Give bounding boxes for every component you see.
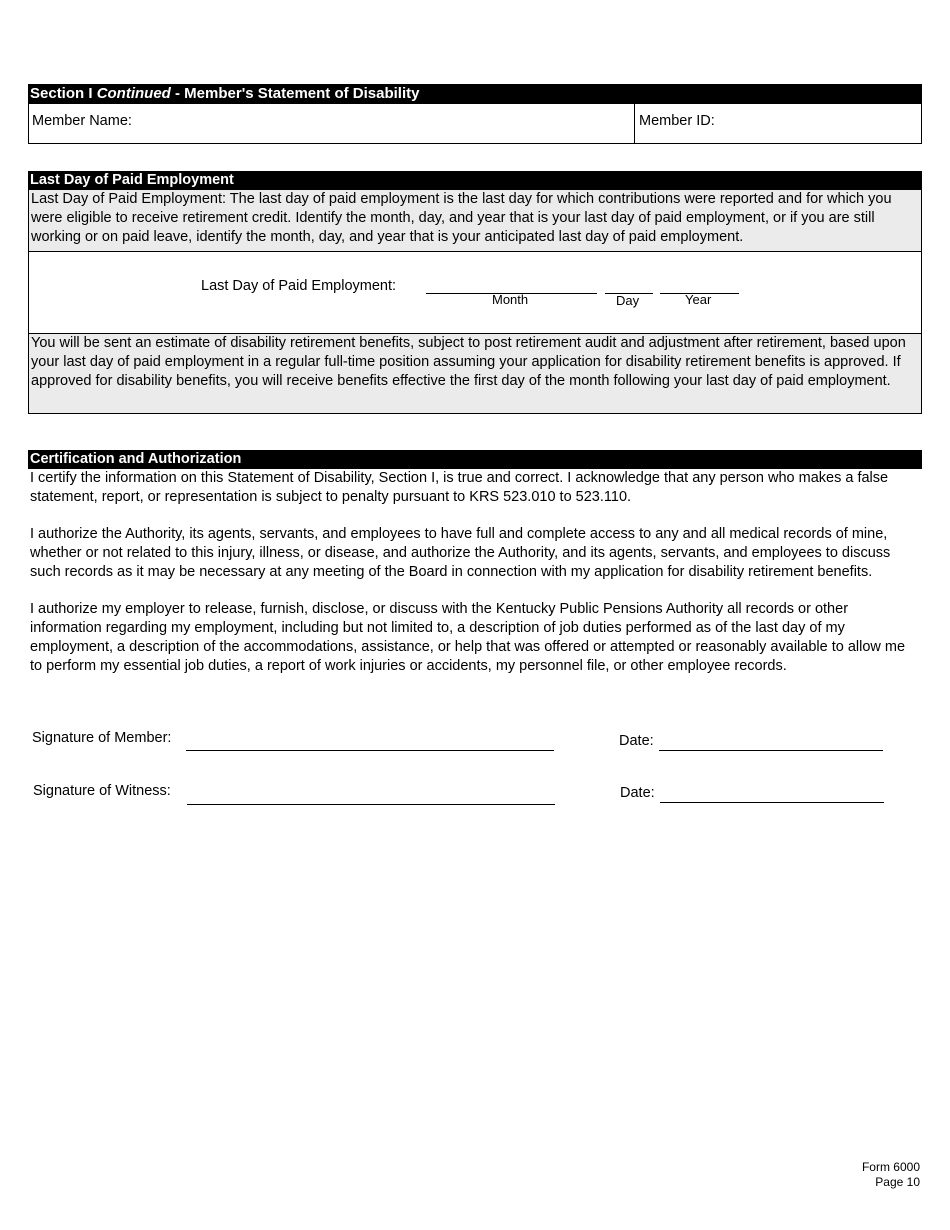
- member-name-label: Member Name:: [32, 113, 132, 129]
- page-footer: [862, 1160, 920, 1190]
- member-signature-line[interactable]: [186, 750, 554, 751]
- member-id-label: Member ID:: [639, 113, 715, 129]
- member-id-field[interactable]: [635, 104, 921, 143]
- certification-paragraph-1: I certify the information on this Statement of Disability, Section I, is true and correct. I acknowledge that any person who makes a false statement, report, or representation is subject to penalty pursuant to KRS 523.010 to 523.110.: [30, 470, 889, 505]
- section1-header: [28, 84, 922, 104]
- member-signature-label: Signature of Member:: [32, 730, 172, 746]
- section1-title-part2: - Member's Statement of Disability: [170, 85, 420, 102]
- member-date-label: Date:: [619, 733, 654, 749]
- witness-date-line[interactable]: [660, 802, 884, 803]
- member-name-field[interactable]: [29, 104, 635, 143]
- certification-header: Certification and Authorization: [28, 450, 922, 469]
- certification-paragraph-2: I authorize the Authority, its agents, servants, and employees to have full and complete access to any and all medical records of mine, whether or not related to this injury, illness, or disease, and authorize the Authority, and its agents, servants, and employees to discuss such records as it may be necessary at any meeting of the Board in connection with my application for disability retirement benefits.: [30, 526, 891, 580]
- last-day-description: Last Day of Paid Employment: The last day of paid employment is the last day for which contributions were reported and for which you were eligible to receive retirement credit. Identify the month, day, and year that is your last day of paid employment, or if you are still working or on paid leave, identify the month, day, and year that is your anticipated last day of paid employment.: [28, 190, 922, 252]
- form-number: Form 6000: [861, 1160, 920, 1174]
- witness-signature-line[interactable]: [187, 804, 555, 805]
- benefits-note: You will be sent an estimate of disability retirement benefits, subject to post retirement audit and adjustment after retirement, based upon your last day of paid employment in a regular full-time position assuming your application for disability retirement benefits is approved. If approved for disability benefits, you will receive benefits effective the first day of the month following your last day of paid employment.: [28, 334, 922, 414]
- day-caption: Day: [616, 293, 640, 308]
- witness-signature-label: Signature of Witness:: [33, 783, 171, 799]
- witness-date-label: Date:: [620, 785, 655, 801]
- last-day-entry: [28, 252, 922, 334]
- section1-title-italic: Continued: [96, 85, 171, 102]
- member-date-line[interactable]: [659, 750, 883, 751]
- certification-paragraph-3: I authorize my employer to release, furnish, disclose, or discuss with the Kentucky Public Pensions Authority all records or other information regarding my employment, including but not limited to, a description of job duties performed as of the last day of my employment, a description of the accommodations, assistance, or help that was offered or attempted or reasonably available to allow me to perform my essential job duties, a report of work injuries or accidents, my personnel file, or other employee records.: [30, 601, 906, 674]
- month-caption: Month: [492, 292, 529, 307]
- last-day-header: Last Day of Paid Employment: [28, 171, 922, 190]
- member-id-row: [28, 104, 922, 144]
- section1-block: [28, 84, 922, 144]
- certification-block: [28, 450, 922, 694]
- section1-title-part1: Section I: [30, 85, 97, 102]
- page-number: Page 10: [875, 1175, 920, 1189]
- year-caption: Year: [685, 292, 712, 307]
- last-day-block: [28, 171, 922, 414]
- last-day-field-label: Last Day of Paid Employment:: [201, 278, 397, 294]
